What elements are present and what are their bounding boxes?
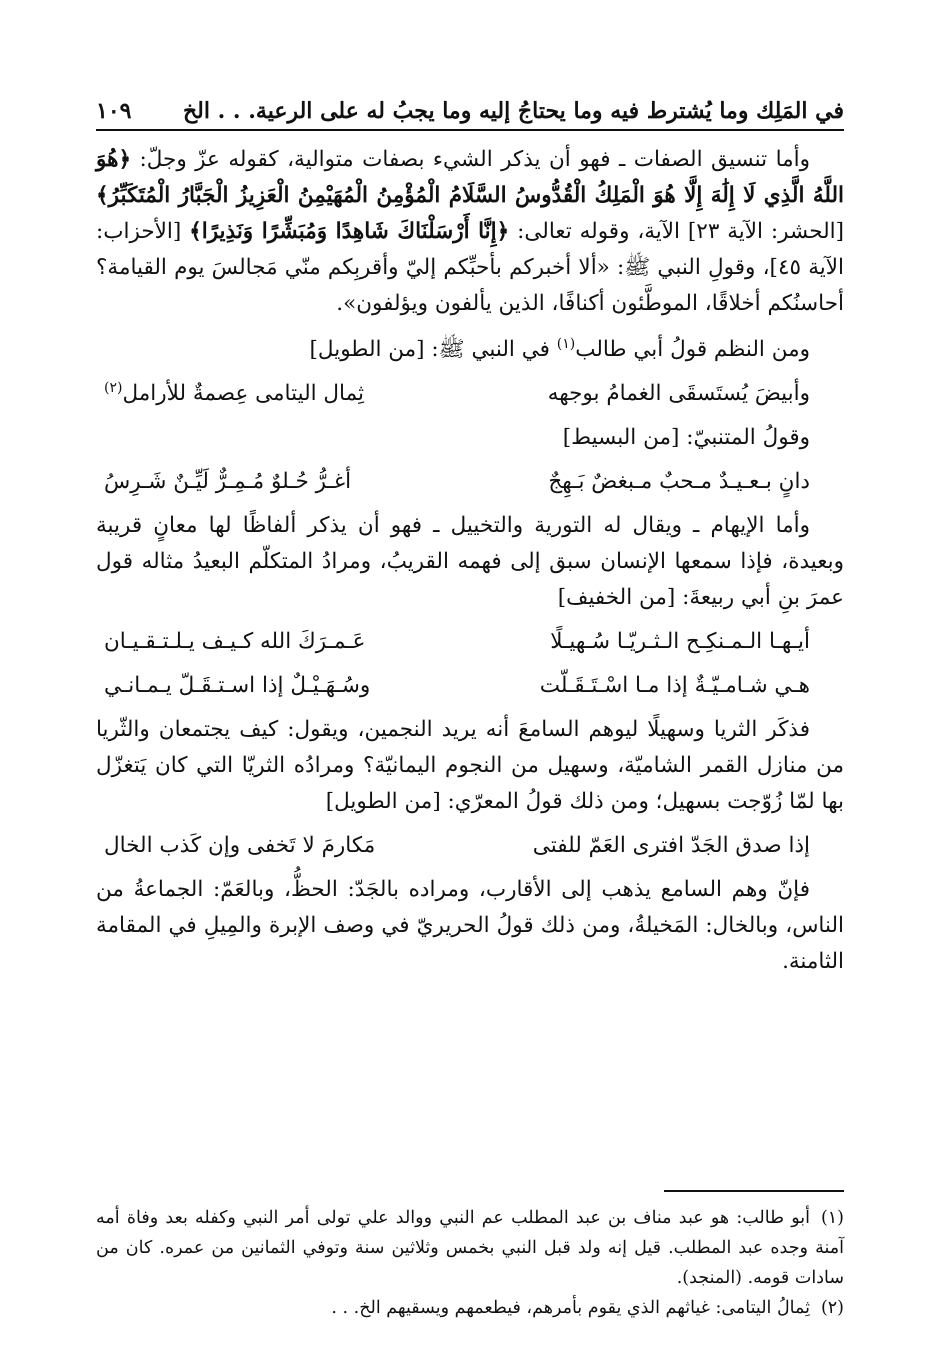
paragraph-iham: وأما الإيهام ـ ويقال له التورية والتخييل ـ فهو أن يذكر ألفاظًا لها معانٍ قريبة وبعيدة، فإذا سمعها الإنسان سبق إلى فهمه القريبُ، ومرادُ المتكلّم البعيدُ مثاله قول عمرَ بنِ أبي ربيعةَ: [من الخفيف]	[96, 513, 844, 610]
verse-hemistich-left: مَكارمَ لا تَخفى وإن كَذب الخال	[104, 833, 376, 858]
paragraph-hariri: فإنّ وهم السامع يذهب إلى الأقارب، ومراده بالجَدّ: الحظُّ، وبالعَمّ: الجماعةُ من الناس، وبالخال: المَخيلةُ، ومن ذلك قولُ الحريريّ في وصف الإبرة والمِيلِ في المقامة الثامنة.	[96, 877, 844, 974]
running-head	[96, 88, 844, 128]
text-run: [الحشر: الآية ٢٣] الآية، وقوله تعالى:	[509, 219, 844, 244]
running-title: في المَلِك وما يُشترط فيه وما يحتاجُ إليه وما يجبُ له على الرعية. . . الخ	[182, 98, 844, 124]
quran-quote: ﴿إِنَّا أَرْسَلْنَاكَ شَاهِدًا وَمُبَشِّرًا وَنَذِيرًا﴾	[189, 219, 510, 244]
verse-hemistich-right: دانٍ بـعـيـدٌ مـحبٌ مـبغضٌ بَـهِجٌ	[548, 469, 810, 494]
footnote-number: (١)	[820, 1208, 844, 1228]
text-run: وأما تنسيق الصفات ـ فهو أن يذكر الشيء بصفات متوالية، كقوله عزّ وجلّ:	[131, 147, 810, 172]
verse-text: ثِمال اليتامى عِصمةٌ للأرامل	[122, 381, 365, 406]
paragraph-abu-talib	[96, 332, 844, 368]
footnote-2	[96, 1293, 844, 1323]
verse-hemistich-left: وسُـهَـيْـلٌ إذا اسـتـقَـلّ يـمـانـي	[104, 673, 371, 698]
verse-hemistich-right: هـي شـامـيّـةٌ إذا مـا اسْـتَـقَـلّت	[539, 673, 810, 698]
verse-line	[96, 624, 844, 660]
paragraph-mutanabbi: وقولُ المتنبيّ: [من البسيط]	[562, 425, 810, 450]
text-run: ومن النظم قولُ أبي طالب	[575, 337, 810, 362]
verse-line	[96, 828, 844, 864]
footnote-ref-1[interactable]: (١)	[556, 335, 576, 352]
footnote-text: أبو طالب: هو عبد مناف بن عبد المطلب عم النبي ووالد علي تولى أمر النبي وكفله بعد وفاة أمه آمنة وجده عبد المطلب. قيل إنه ولد قبل النبي بخمس وثلاثين سنة وتوفي الثمانين من عمره. كان من سادات قومه. (المنجد).	[96, 1208, 844, 1288]
paragraph-tansiq	[96, 142, 844, 322]
paragraph-thurayya: فذكَر الثريا وسهيلًا ليوهم السامعَ أنه يريد النجمين، ويقول: كيف يجتمعان والثّريا من منازل القمر الشاميّة، وسهيل من النجوم اليمانيّة؟ ومرادُه الثريّا التي كان يَتغزّل بها لمّا زُوّجت بسهيل؛ ومن ذلك قولُ المعرّي: [من الطويل]	[96, 717, 844, 814]
quran-quote: ﴿هُوَ اللَّهُ الَّذِي لَا إِلَٰهَ إِلَّا هُوَ الْمَلِكُ الْقُدُّوسُ السَّلَامُ الْمُؤْمِنُ الْمُهَيْمِنُ الْعَزِيزُ الْجَبَّارُ الْمُتَكَبِّرُ﴾	[96, 147, 844, 208]
footnote-ref-2[interactable]: (٢)	[104, 379, 123, 396]
page-number: ١٠٩	[96, 98, 132, 124]
verse-line	[96, 376, 844, 412]
footnote-1	[96, 1203, 844, 1293]
spacer	[96, 322, 844, 332]
header-rule	[96, 129, 844, 131]
verse-hemistich-left: عَـمـرَكَ الله كـيـف يـلـتـقـيـان	[104, 629, 366, 654]
verse-line	[96, 464, 844, 500]
verse-line	[96, 668, 844, 704]
footnotes	[96, 1203, 844, 1323]
verse-hemistich-left: أغـرُّ حُـلوٌ مُـمِـرٌّ لَيِّـنٌ شَـرِسُ	[104, 469, 352, 494]
verse-hemistich-right: إذا صدق الجَدّ افترى العَمّ للفتى	[532, 833, 810, 858]
verse-hemistich-right: وأبيضَ يُستَسقَى الغمامُ بوجهه	[547, 381, 810, 406]
footnote-text: ثِمالُ اليتامى: غياثهم الذي يقوم بأمرهم، فيطعمهم ويسقيهم الخ. . .	[331, 1298, 810, 1318]
footnote-rule	[664, 1190, 844, 1192]
body-text	[96, 142, 844, 980]
footnote-number: (٢)	[820, 1298, 844, 1318]
text-run: في النبي ﷺ: [من الطويل]	[309, 337, 557, 362]
text-run: [الأحزاب: الآية ٤٥]، وقولِ النبي ﷺ: «ألا أخبركم بأحبِّكم إليّ وأقربِكم منّي مَجالسَ يوم القيامة؟ أحاسنُكم أخلاقًا، الموطَّئون أكنافًا، الذين يألفون ويؤلفون».	[96, 219, 844, 316]
verse-hemistich-right: أيـهـا الـمـنكِـح الـثـريّـا سُـهيـلًا	[550, 629, 810, 654]
verse-hemistich-left	[104, 376, 364, 412]
